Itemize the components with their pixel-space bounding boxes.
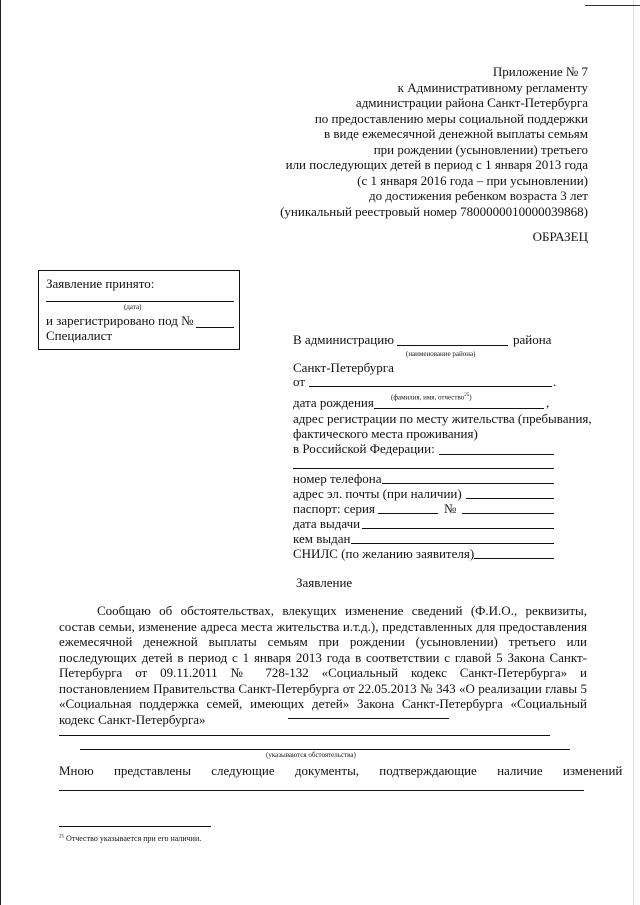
circumstances-field-2[interactable] (80, 749, 570, 750)
acceptance-title: Заявление принято: (46, 276, 155, 291)
acceptance-box (38, 270, 240, 350)
circumstances-caption: (указываются обстоятельства) (266, 751, 356, 759)
page-edge-left (0, 0, 1, 905)
statement-paragraph: Сообщаю об обстоятельствах, влекущих изменение сведений (Ф.И.О., реквизиты, состав семьи, изменение адреса места жительства и.т.д.), представленных для предоставления ежемесячной денежной выплаты семьям при рождении (усыновлении) третьего или последующих детей в период с 1 января 2013 года в соответствии с главой 5 Закона Санкт-Петербурга от 09.11.2011 № 728-132 «Социальный кодекс Санкт-Петербурга» и постановлением Правительства Санкт-Петербурга от 22.05.2013 № 343 «О реализации главы 5 «Социальная поддержка семей, имеющих детей» Закона Санкт-Петербурга «Социальный кодекс Санкт-Петербурга» (59, 603, 587, 727)
district-caption: (наименование района) (406, 350, 476, 358)
full-name-field[interactable] (309, 386, 552, 387)
registered-label: и зарегистрировано под № (46, 313, 194, 328)
appendix-line: при рождении (усыновлении) третьего (373, 141, 588, 157)
city-label: Санкт-Петербурга (293, 360, 394, 375)
appendix-line: администрации района Санкт-Петербурга (355, 95, 588, 110)
appendix-header (168, 64, 588, 219)
passport-series-field[interactable] (378, 513, 438, 514)
date-caption: (дата) (124, 303, 142, 311)
appendix-line: Приложение № 7 (492, 64, 588, 79)
from-label: от (293, 374, 306, 389)
documents-field[interactable] (59, 790, 584, 791)
statement-continuation-field[interactable] (288, 718, 449, 719)
documents-line: Мною представлены следующие документы, подтверждающие наличие изменений (59, 763, 623, 778)
phone-label: номер телефона (293, 471, 382, 486)
footnote: $^{25}$ Отчество указывается при его наличии. (59, 834, 202, 843)
district-field[interactable] (397, 345, 508, 346)
email-label: адрес эл. почты (при наличии) (293, 486, 462, 501)
acceptance-date-line[interactable] (46, 301, 234, 302)
full-name-caption: (фамилия, имя, отчество$^{25}$) (391, 393, 472, 402)
appendix-line: по предоставлению меры социальной поддержки (314, 110, 588, 126)
registration-number-line[interactable] (196, 327, 234, 328)
email-field[interactable] (466, 498, 554, 499)
address-field-1[interactable] (439, 454, 554, 455)
sample-mark: ОБРАЗЕЦ (532, 229, 588, 244)
address-field-2[interactable] (293, 468, 554, 469)
issued-by-field[interactable] (351, 543, 554, 544)
address-label-1: адрес регистрации по месту жительства (пребывания, (293, 411, 592, 426)
snils-label: СНИЛС (по желанию заявителя) (293, 546, 475, 561)
specialist-label: Специалист (46, 328, 113, 343)
appendix-line: к Административному регламенту (397, 79, 588, 95)
birth-date-label: дата рождения (293, 395, 374, 410)
circumstances-field-1[interactable] (59, 735, 550, 736)
snils-field[interactable] (474, 558, 554, 559)
appendix-line: в виде ежемесячной денежной выплаты семьям (324, 126, 588, 141)
appendix-line: (с 1 января 2016 года – при усыновлении) (357, 172, 588, 188)
footnote-separator (59, 826, 211, 827)
page-edge-right (633, 0, 634, 905)
appendix-line: или последующих детей в период с 1 января 2013 года (285, 157, 588, 172)
issued-by-label: кем выдан (293, 531, 351, 546)
page-edge-top (585, 5, 640, 6)
passport-number-field[interactable] (462, 513, 554, 514)
appendix-line: до достижения ребенком возраста 3 лет (368, 188, 588, 203)
birth-date-field[interactable] (374, 408, 544, 409)
to-admin-label: В администрацию (293, 332, 394, 347)
appendix-line: (уникальный реестровый номер 7800000010000039868) (280, 203, 588, 219)
address-label-2: фактического места проживания) (293, 426, 478, 441)
issue-date-field[interactable] (362, 528, 554, 529)
passport-series-label: паспорт: серия (293, 501, 375, 516)
passport-number-label: № (444, 501, 457, 516)
phone-field[interactable] (382, 483, 554, 484)
address-label-3: в Российской Федерации: (293, 441, 435, 456)
statement-heading: Заявление (296, 575, 353, 590)
district-label: района (513, 332, 552, 347)
issue-date-label: дата выдачи (293, 516, 361, 531)
